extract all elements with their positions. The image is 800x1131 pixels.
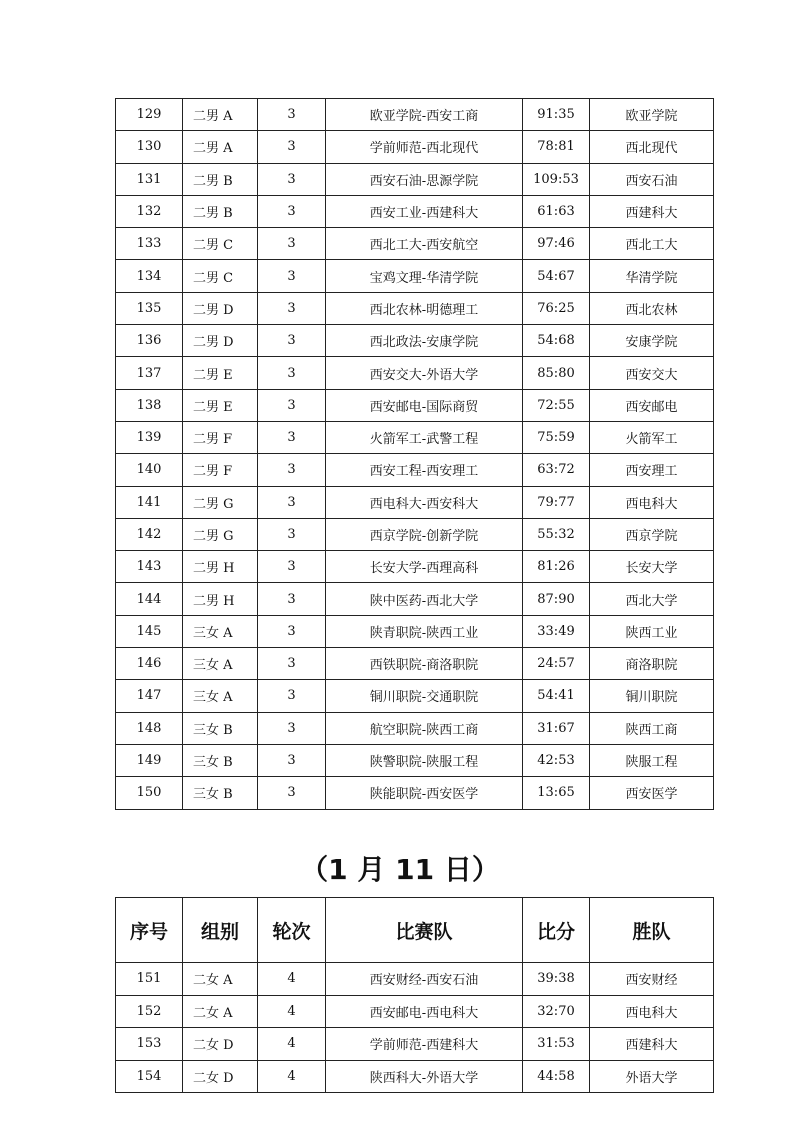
cell-score: 39:38 xyxy=(523,963,590,996)
cell-winner: 西安石油 xyxy=(590,163,714,195)
cell-group: 二男 D xyxy=(183,325,258,357)
cell-score: 13:65 xyxy=(523,777,590,809)
cell-winner: 铜川职院 xyxy=(590,680,714,712)
cell-no: 154 xyxy=(116,1060,183,1093)
cell-match: 铜川职院-交通职院 xyxy=(326,680,523,712)
cell-score: 78:81 xyxy=(523,131,590,163)
table-row xyxy=(116,1060,714,1093)
cell-score: 91:35 xyxy=(523,99,590,131)
cell-round: 3 xyxy=(258,454,326,486)
cell-group: 二男 B xyxy=(183,163,258,195)
cell-group: 二男 F xyxy=(183,421,258,453)
table-row xyxy=(116,963,714,996)
cell-no: 141 xyxy=(116,486,183,518)
cell-round: 3 xyxy=(258,583,326,615)
cell-winner: 外语大学 xyxy=(590,1060,714,1093)
cell-match: 陕青职院-陕西工业 xyxy=(326,615,523,647)
cell-round: 4 xyxy=(258,963,326,996)
cell-match: 陕西科大-外语大学 xyxy=(326,1060,523,1093)
table-row xyxy=(116,583,714,615)
cell-winner: 陕西工业 xyxy=(590,615,714,647)
table-row xyxy=(116,518,714,550)
cell-match: 西安邮电-西电科大 xyxy=(326,995,523,1028)
table-row xyxy=(116,615,714,647)
results-table-2-header xyxy=(116,898,714,963)
cell-no: 134 xyxy=(116,260,183,292)
cell-match: 西铁职院-商洛职院 xyxy=(326,648,523,680)
cell-match: 陕中医药-西北大学 xyxy=(326,583,523,615)
cell-no: 153 xyxy=(116,1028,183,1061)
cell-group: 二男 D xyxy=(183,292,258,324)
cell-group: 二男 B xyxy=(183,195,258,227)
table-row xyxy=(116,486,714,518)
cell-match: 西电科大-西安科大 xyxy=(326,486,523,518)
cell-winner: 西电科大 xyxy=(590,486,714,518)
cell-match: 欧亚学院-西安工商 xyxy=(326,99,523,131)
cell-score: 97:46 xyxy=(523,228,590,260)
table-row xyxy=(116,744,714,776)
cell-score: 42:53 xyxy=(523,744,590,776)
cell-score: 32:70 xyxy=(523,995,590,1028)
cell-round: 4 xyxy=(258,995,326,1028)
cell-round: 3 xyxy=(258,99,326,131)
cell-winner: 商洛职院 xyxy=(590,648,714,680)
cell-round: 3 xyxy=(258,131,326,163)
cell-no: 139 xyxy=(116,421,183,453)
cell-no: 130 xyxy=(116,131,183,163)
cell-match: 西北农林-明德理工 xyxy=(326,292,523,324)
cell-group: 二女 D xyxy=(183,1060,258,1093)
cell-group: 二男 E xyxy=(183,357,258,389)
cell-winner: 西电科大 xyxy=(590,995,714,1028)
cell-round: 3 xyxy=(258,163,326,195)
cell-score: 24:57 xyxy=(523,648,590,680)
cell-match: 学前师范-西北现代 xyxy=(326,131,523,163)
cell-no: 137 xyxy=(116,357,183,389)
table-row xyxy=(116,712,714,744)
header-winner: 胜队 xyxy=(590,898,714,963)
table-row xyxy=(116,551,714,583)
cell-round: 3 xyxy=(258,421,326,453)
cell-match: 西安工程-西安理工 xyxy=(326,454,523,486)
cell-score: 54:68 xyxy=(523,325,590,357)
cell-group: 三女 A xyxy=(183,648,258,680)
table-row xyxy=(116,228,714,260)
cell-winner: 陕服工程 xyxy=(590,744,714,776)
cell-match: 西北工大-西安航空 xyxy=(326,228,523,260)
results-table-1-body xyxy=(116,99,714,810)
cell-no: 131 xyxy=(116,163,183,195)
cell-round: 4 xyxy=(258,1028,326,1061)
cell-match: 学前师范-西建科大 xyxy=(326,1028,523,1061)
cell-match: 宝鸡文理-华清学院 xyxy=(326,260,523,292)
table-row xyxy=(116,648,714,680)
cell-winner: 西安财经 xyxy=(590,963,714,996)
cell-round: 3 xyxy=(258,325,326,357)
cell-no: 129 xyxy=(116,99,183,131)
cell-round: 3 xyxy=(258,777,326,809)
header-round: 轮次 xyxy=(258,898,326,963)
cell-no: 146 xyxy=(116,648,183,680)
cell-score: 79:77 xyxy=(523,486,590,518)
cell-no: 147 xyxy=(116,680,183,712)
table-row xyxy=(116,292,714,324)
cell-no: 148 xyxy=(116,712,183,744)
table-row xyxy=(116,389,714,421)
cell-winner: 华清学院 xyxy=(590,260,714,292)
cell-score: 55:32 xyxy=(523,518,590,550)
cell-match: 火箭军工-武警工程 xyxy=(326,421,523,453)
cell-score: 76:25 xyxy=(523,292,590,324)
cell-match: 长安大学-西理高科 xyxy=(326,551,523,583)
results-table-1 xyxy=(115,98,714,810)
cell-group: 二男 G xyxy=(183,486,258,518)
cell-group: 二男 G xyxy=(183,518,258,550)
cell-round: 3 xyxy=(258,260,326,292)
cell-group: 二男 C xyxy=(183,260,258,292)
cell-score: 75:59 xyxy=(523,421,590,453)
table-row xyxy=(116,260,714,292)
cell-score: 63:72 xyxy=(523,454,590,486)
cell-score: 72:55 xyxy=(523,389,590,421)
table-row xyxy=(116,131,714,163)
cell-match: 西北政法-安康学院 xyxy=(326,325,523,357)
cell-score: 109:53 xyxy=(523,163,590,195)
cell-winner: 安康学院 xyxy=(590,325,714,357)
cell-no: 150 xyxy=(116,777,183,809)
cell-group: 二男 F xyxy=(183,454,258,486)
cell-winner: 西安理工 xyxy=(590,454,714,486)
cell-no: 142 xyxy=(116,518,183,550)
cell-round: 3 xyxy=(258,680,326,712)
cell-match: 陕能职院-西安医学 xyxy=(326,777,523,809)
table-row xyxy=(116,421,714,453)
cell-no: 143 xyxy=(116,551,183,583)
cell-group: 三女 A xyxy=(183,615,258,647)
table-row xyxy=(116,454,714,486)
cell-round: 3 xyxy=(258,744,326,776)
table-row xyxy=(116,357,714,389)
cell-round: 3 xyxy=(258,195,326,227)
cell-no: 144 xyxy=(116,583,183,615)
cell-winner: 西建科大 xyxy=(590,195,714,227)
cell-score: 81:26 xyxy=(523,551,590,583)
cell-winner: 陕西工商 xyxy=(590,712,714,744)
header-score: 比分 xyxy=(523,898,590,963)
header-group: 组别 xyxy=(183,898,258,963)
cell-no: 133 xyxy=(116,228,183,260)
cell-winner: 西北农林 xyxy=(590,292,714,324)
cell-winner: 欧亚学院 xyxy=(590,99,714,131)
header-match: 比赛队 xyxy=(326,898,523,963)
cell-match: 西安石油-思源学院 xyxy=(326,163,523,195)
cell-no: 152 xyxy=(116,995,183,1028)
cell-group: 三女 A xyxy=(183,680,258,712)
cell-winner: 西安医学 xyxy=(590,777,714,809)
cell-match: 西京学院-创新学院 xyxy=(326,518,523,550)
cell-group: 二男 A xyxy=(183,131,258,163)
cell-group: 三女 B xyxy=(183,744,258,776)
cell-group: 二女 D xyxy=(183,1028,258,1061)
cell-no: 136 xyxy=(116,325,183,357)
cell-winner: 长安大学 xyxy=(590,551,714,583)
cell-winner: 西安交大 xyxy=(590,357,714,389)
cell-round: 3 xyxy=(258,551,326,583)
header-no: 序号 xyxy=(116,898,183,963)
cell-group: 三女 B xyxy=(183,777,258,809)
cell-no: 135 xyxy=(116,292,183,324)
cell-match: 西安财经-西安石油 xyxy=(326,963,523,996)
table-row xyxy=(116,99,714,131)
cell-round: 4 xyxy=(258,1060,326,1093)
cell-winner: 西北现代 xyxy=(590,131,714,163)
cell-winner: 西北工大 xyxy=(590,228,714,260)
cell-group: 二男 H xyxy=(183,583,258,615)
cell-match: 西安交大-外语大学 xyxy=(326,357,523,389)
cell-round: 3 xyxy=(258,648,326,680)
table-row xyxy=(116,325,714,357)
cell-match: 陕警职院-陕服工程 xyxy=(326,744,523,776)
cell-score: 33:49 xyxy=(523,615,590,647)
cell-round: 3 xyxy=(258,712,326,744)
cell-score: 44:58 xyxy=(523,1060,590,1093)
cell-match: 航空职院-陕西工商 xyxy=(326,712,523,744)
cell-no: 151 xyxy=(116,963,183,996)
cell-score: 54:41 xyxy=(523,680,590,712)
cell-group: 二女 A xyxy=(183,963,258,996)
cell-score: 54:67 xyxy=(523,260,590,292)
cell-round: 3 xyxy=(258,292,326,324)
cell-group: 二男 C xyxy=(183,228,258,260)
cell-score: 85:80 xyxy=(523,357,590,389)
cell-winner: 西建科大 xyxy=(590,1028,714,1061)
cell-round: 3 xyxy=(258,228,326,260)
cell-round: 3 xyxy=(258,389,326,421)
cell-round: 3 xyxy=(258,357,326,389)
cell-round: 3 xyxy=(258,518,326,550)
table-row xyxy=(116,1028,714,1061)
cell-round: 3 xyxy=(258,486,326,518)
date-heading: （1 月 11 日） xyxy=(300,853,500,886)
cell-no: 140 xyxy=(116,454,183,486)
cell-winner: 西京学院 xyxy=(590,518,714,550)
cell-score: 31:53 xyxy=(523,1028,590,1061)
cell-no: 145 xyxy=(116,615,183,647)
cell-round: 3 xyxy=(258,615,326,647)
cell-winner: 西北大学 xyxy=(590,583,714,615)
results-table-2 xyxy=(115,897,714,1093)
cell-group: 二男 E xyxy=(183,389,258,421)
cell-match: 西安邮电-国际商贸 xyxy=(326,389,523,421)
table-row xyxy=(116,163,714,195)
cell-match: 西安工业-西建科大 xyxy=(326,195,523,227)
results-table-2-body xyxy=(116,963,714,1093)
cell-group: 二男 H xyxy=(183,551,258,583)
cell-winner: 火箭军工 xyxy=(590,421,714,453)
cell-no: 138 xyxy=(116,389,183,421)
table-row xyxy=(116,777,714,809)
cell-group: 三女 B xyxy=(183,712,258,744)
table-row xyxy=(116,680,714,712)
cell-no: 149 xyxy=(116,744,183,776)
cell-no: 132 xyxy=(116,195,183,227)
cell-winner: 西安邮电 xyxy=(590,389,714,421)
cell-score: 61:63 xyxy=(523,195,590,227)
cell-score: 31:67 xyxy=(523,712,590,744)
cell-group: 二女 A xyxy=(183,995,258,1028)
cell-group: 二男 A xyxy=(183,99,258,131)
table-row xyxy=(116,195,714,227)
table-row xyxy=(116,995,714,1028)
cell-score: 87:90 xyxy=(523,583,590,615)
header-row xyxy=(116,898,714,963)
